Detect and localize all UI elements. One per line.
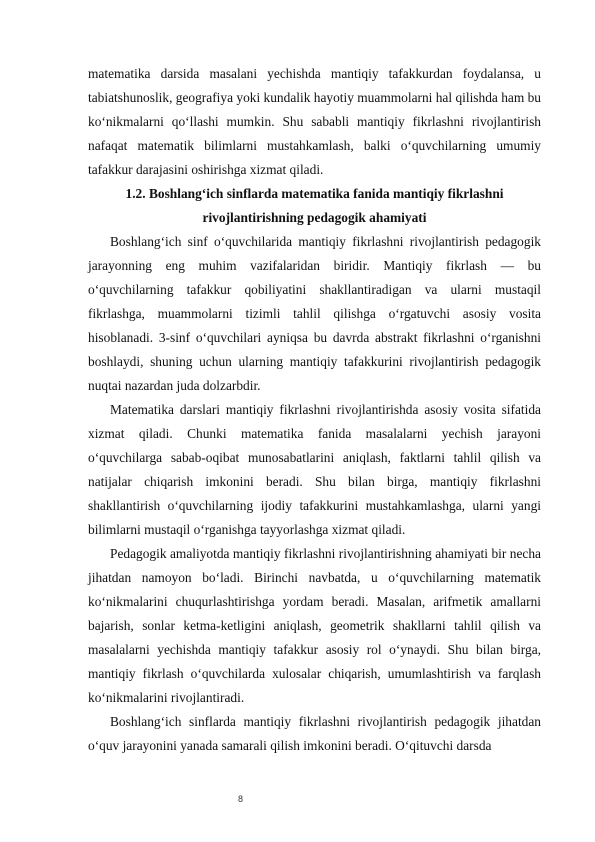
section-heading-line-1: 1.2. Boshlang‘ich sinflarda matematika fanida mantiqiy fikrlashni — [125, 186, 504, 201]
paragraph-3: Pedagogik amaliyotda mantiqiy fikrlashni rivojlantirishning ahamiyati bir necha jihatdan namoyon bo‘ladi. Birinchi navbatda, u o‘quvchilarning matematik ko‘nikmalarini chuqurlashtirishga yordam beradi. Masalan, arifmetik amallarni bajarish, sonlar ketma-ketligini aniqlash, geometrik shakllarni tahlil qilish va masalalarni yechishda mantiqiy tafakkur asosiy rol o‘ynaydi. Shu bilan birga, mantiqiy fikrlash o‘quvchilarda xulosalar chiqarish, umumlashtirish va farqlash ko‘nikmalarini rivojlantiradi. — [88, 546, 541, 705]
paragraph-4: Boshlang‘ich sinflarda mantiqiy fikrlashni rivojlantirish pedagogik jihatdan o‘quv jarayonini yanada samarali qilish imkonini beradi. O‘qituvchi darsda — [88, 714, 541, 753]
paragraph-2: Matematika darslari mantiqiy fikrlashni rivojlantirishda asosiy vosita sifatida xizmat qiladi. Chunki matematika fanida masalalarni yechish jarayoni o‘quvchilarga sabab-oqibat munosabatlarini aniqlash, faktlarni tahlil qilish va natijalar chiqarish imkonini beradi. Shu bilan birga, mantiqiy fikrlashni shakllantirish o‘quvchilarning ijodiy tafakkurini mustahkamlashga, ularni yangi bilimlarni mustaqil o‘rganishga tayyorlashga xizmat qiladi. — [88, 402, 541, 537]
page-number: 8 — [238, 794, 244, 804]
section-heading-line-2: rivojlantirishning pedagogik ahamiyati — [202, 210, 427, 225]
paragraph-1: Boshlang‘ich sinf o‘quvchilarida mantiqiy fikrlashni rivojlantirish pedagogik jarayonning eng muhim vazifalaridan biridir. Mantiqiy fikrlash — bu o‘quvchilarning tafakkur qobiliyatini shakllantiradigan va ularni mustaqil fikrlashga, muammolarni tizimli tahlil qilishga o‘rgatuvchi asosiy vosita hisoblanadi. 3-sinf o‘quvchilari ayniqsa bu davrda abstrakt fikrlashni o‘rganishni boshlaydi, shuning uchun ularning mantiqiy tafakkurini rivojlantirish pedagogik nuqtai nazardan juda dolzarbdir. — [88, 234, 541, 393]
document-page — [88, 62, 541, 758]
paragraph-continuation: matematika darsida masalani yechishda mantiqiy tafakkurdan foydalansa, u tabiatshunoslik, geografiya yoki kundalik hayotiy muammolarni hal qilishda ham bu ko‘nikmalarni qo‘llashi mumkin. Shu sababli mantiqiy fikrlashni rivojlantirish nafaqat matematik bilimlarni mustahkamlash, balki o‘quvchilarning umumiy tafakkur darajasini oshirishga xizmat qiladi. — [88, 66, 541, 177]
